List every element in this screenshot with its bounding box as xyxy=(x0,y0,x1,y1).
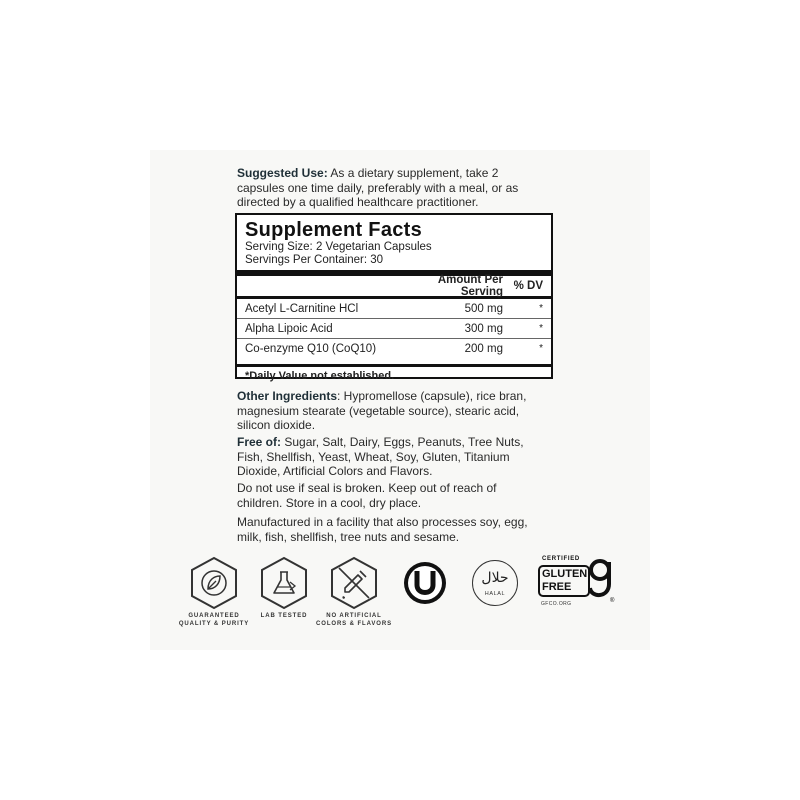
ingredient-name: Co-enzyme Q10 (CoQ10) xyxy=(245,342,377,355)
badge-caption: NO ARTIFICIAL COLORS & FLAVORS xyxy=(316,613,392,627)
servings-per-container: Servings Per Container: 30 xyxy=(245,254,384,266)
other-ingredients xyxy=(237,389,537,433)
serving-size: Serving Size: 2 Vegetarian Capsules xyxy=(245,241,432,253)
suggested-use-text: As a dietary supplement, take 2 capsules one time daily, preferably with a meal, or as directed by a qualified healthcare practitioner. xyxy=(237,166,519,209)
suggested-use-label: Suggested Use: xyxy=(237,166,328,180)
certified-gluten-free-icon xyxy=(538,556,620,612)
ingredient-amount: 300 mg xyxy=(464,322,503,335)
badge-caption: GUARANTEED QUALITY & PURITY xyxy=(178,613,250,627)
suggested-use xyxy=(237,166,537,210)
free-of-label: Free of: xyxy=(237,435,282,449)
ingredient-dv: * xyxy=(539,323,543,334)
other-ingredients-text: : Hypromellose (capsule), rice bran, magnesium stearate (vegetable source), stearic acid, silicon dioxide. xyxy=(237,389,527,432)
header-amount: Amount Per Serving xyxy=(437,274,503,298)
other-ingredients-label: Other Ingredients xyxy=(237,389,338,403)
halal-caption: HALAL xyxy=(484,591,506,597)
gf-line1: GLUTEN xyxy=(542,568,588,580)
free-of-text: Sugar, Salt, Dairy, Eggs, Peanuts, Tree Nuts, Fish, Shellfish, Yeast, Wheat, Soy, Gluten, Titanium Dioxide, Artificial Colors and Flavors. xyxy=(237,435,524,478)
flask-icon xyxy=(257,556,311,610)
supplement-facts-title: Supplement Facts xyxy=(245,219,423,241)
halal-arabic: حلال xyxy=(481,570,509,586)
svg-text:®: ® xyxy=(610,598,615,604)
facility-text: Manufactured in a facility that also processes soy, egg, milk, fish, shellfish, tree nuts and sesame. xyxy=(237,515,528,544)
ingredient-amount: 500 mg xyxy=(464,302,503,315)
free-of xyxy=(237,435,537,479)
facts-header-row xyxy=(245,276,543,296)
kosher-u-icon xyxy=(402,560,448,606)
ingredient-name: Alpha Lipoic Acid xyxy=(245,322,333,335)
warning-text: Do not use if seal is broken. Keep out of reach of children. Store in a cool, dry place. xyxy=(237,481,497,510)
gf-site: GFCO.ORG xyxy=(541,601,572,607)
facts-row xyxy=(245,339,543,358)
daily-value-footnote: *Daily Value not established. xyxy=(245,370,395,382)
header-dv: % DV xyxy=(513,280,543,292)
gf-line2: FREE xyxy=(542,581,572,593)
ingredient-dv: * xyxy=(539,303,543,314)
gf-certified: CERTIFIED xyxy=(542,556,580,562)
facts-row xyxy=(245,319,543,338)
facts-row xyxy=(245,299,543,318)
badge-caption: LAB TESTED xyxy=(260,613,308,619)
divider xyxy=(237,364,551,367)
gf-g-mark xyxy=(586,558,616,604)
supplement-facts-panel xyxy=(235,213,553,382)
halal-icon xyxy=(472,560,518,606)
ingredient-dv: * xyxy=(539,343,543,354)
leaf-icon xyxy=(187,556,241,610)
ingredient-amount: 200 mg xyxy=(464,342,503,355)
ingredient-name: Acetyl L-Carnitine HCl xyxy=(245,302,359,315)
dropper-icon xyxy=(327,556,381,610)
